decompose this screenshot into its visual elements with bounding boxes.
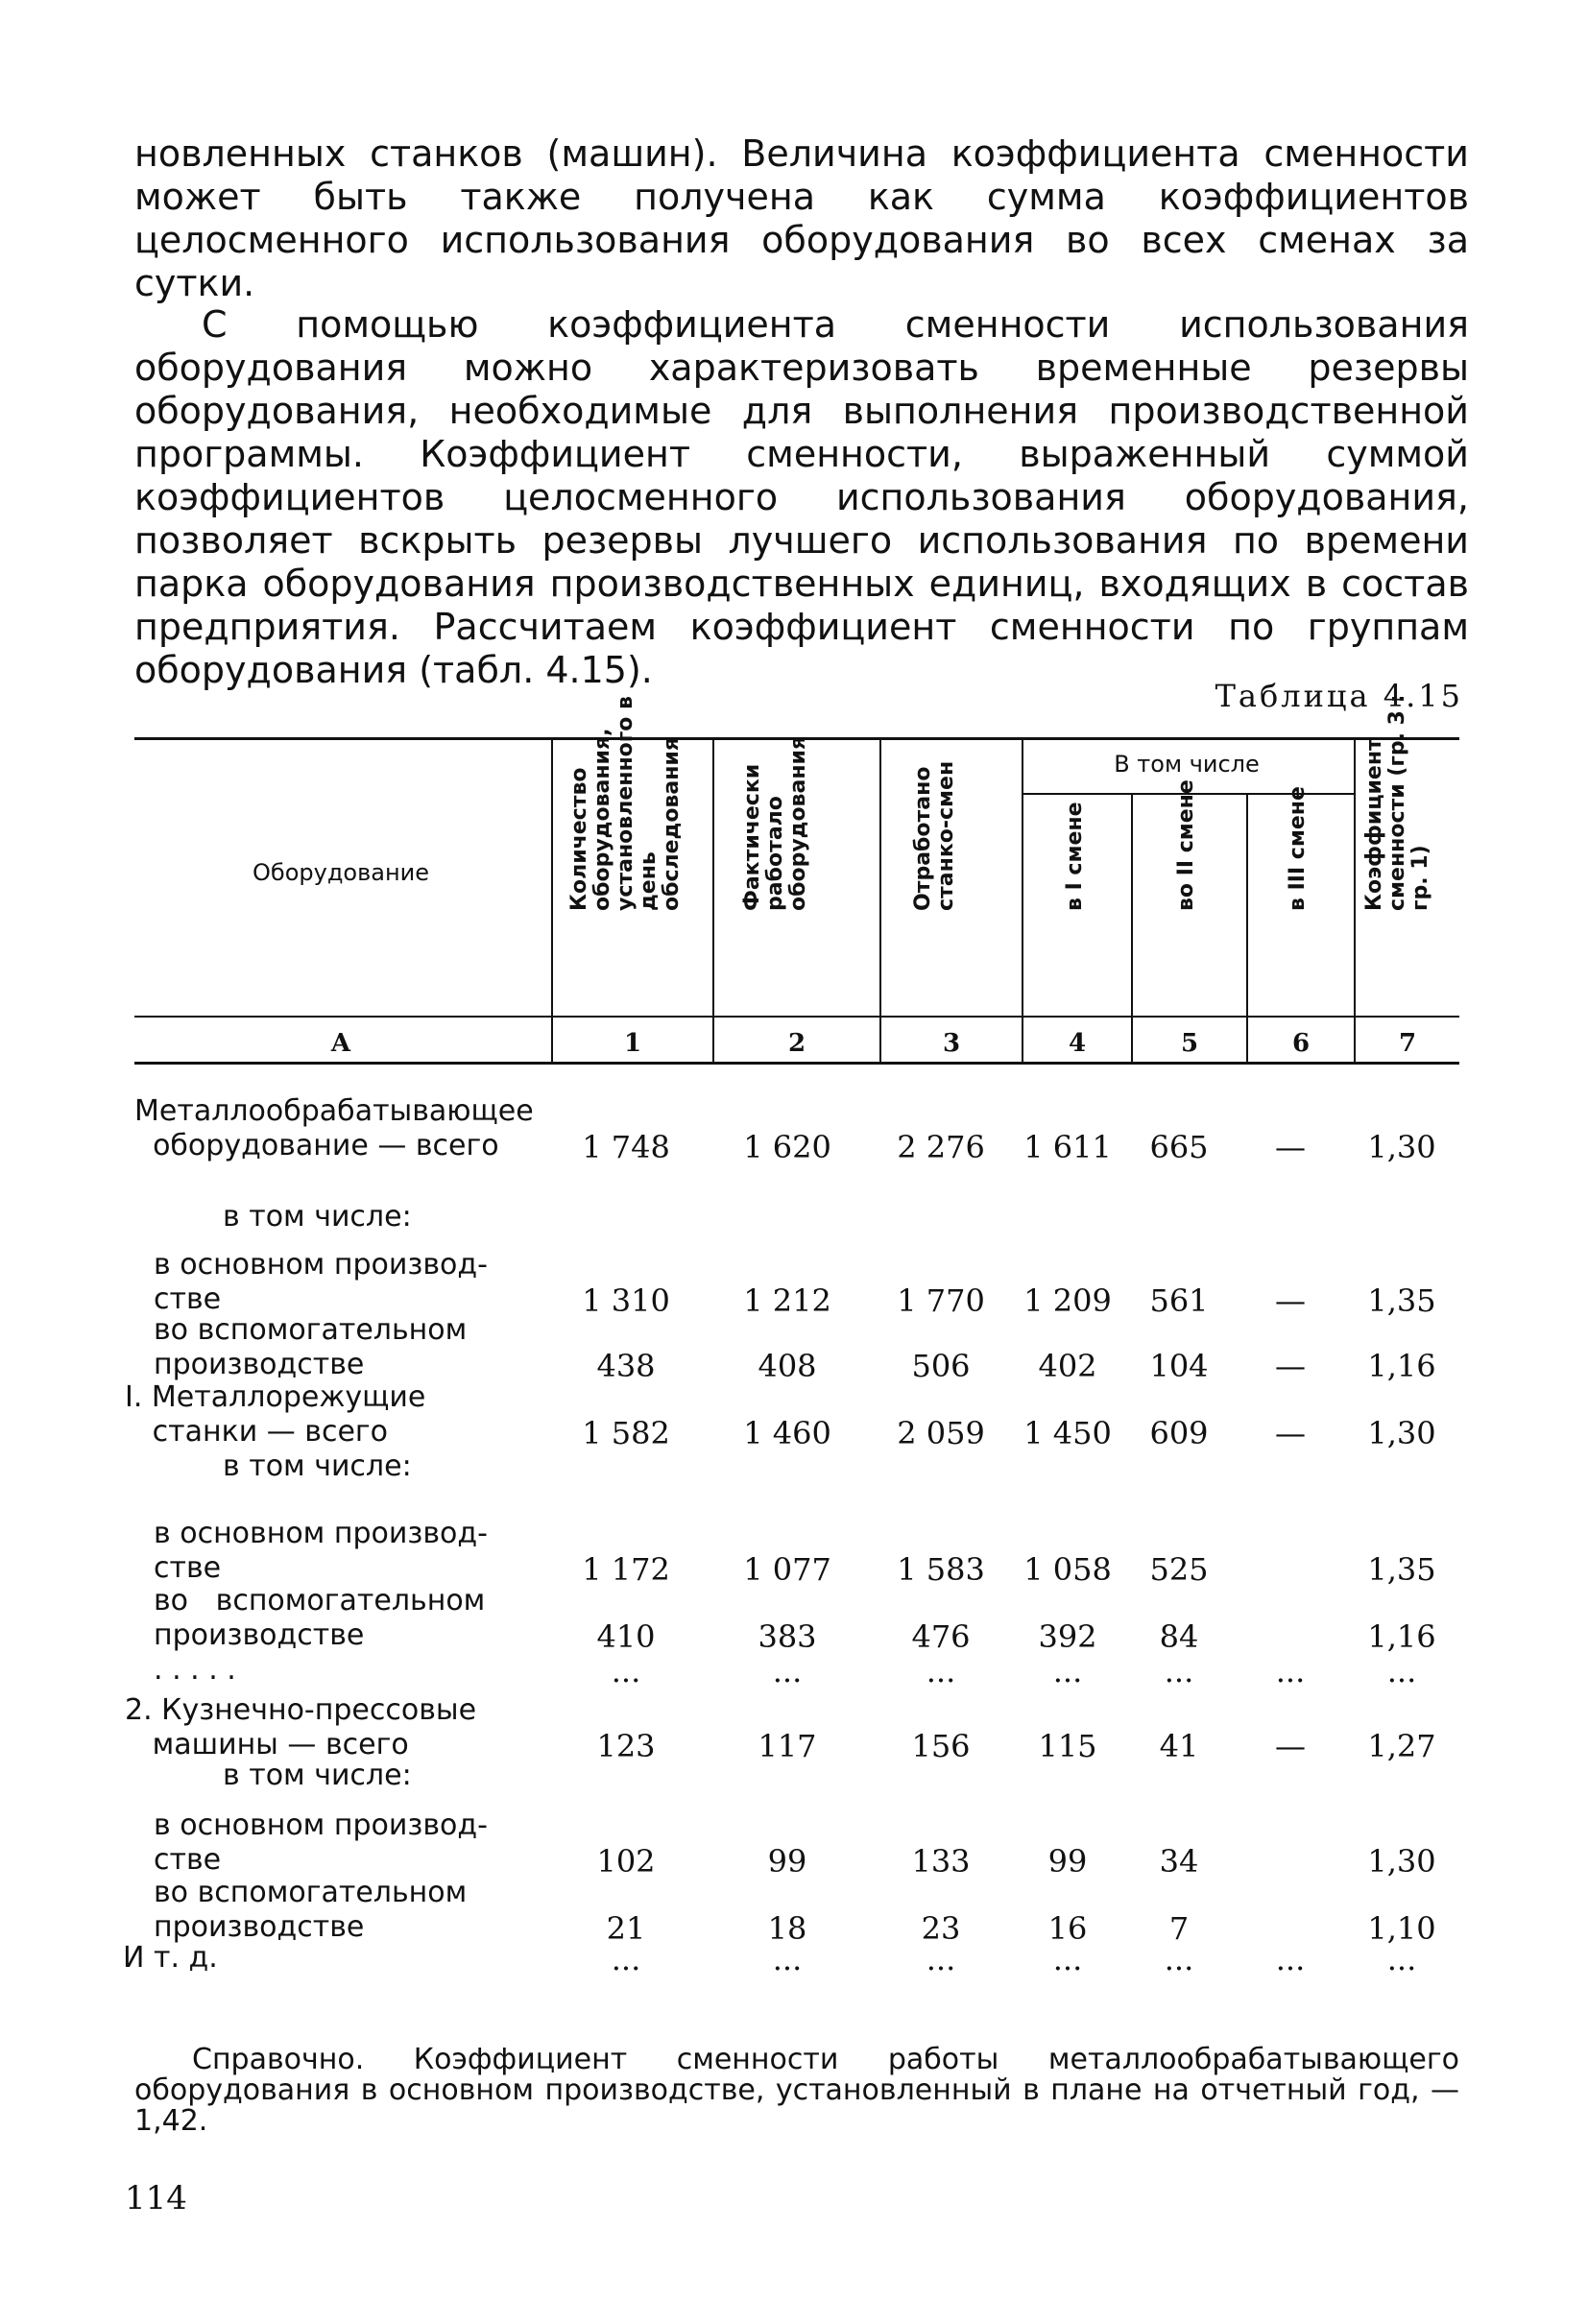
table-cell: 1,30: [1367, 1415, 1436, 1451]
table-cell: ...: [1386, 1653, 1417, 1689]
table-cell: 1,27: [1367, 1728, 1436, 1764]
col-divider: [1131, 793, 1133, 1062]
table-cell: 438: [596, 1348, 656, 1384]
table-cell: 1 460: [743, 1415, 831, 1451]
table-cell: ...: [1052, 1653, 1083, 1689]
row-label: И т. д.: [123, 1941, 218, 1975]
table-cell: ...: [1052, 1941, 1083, 1977]
paragraph-2: С помощью коэффициента сменности использования оборудования можно характеризовать временные резервы оборудования, необходимые для выполнения производственной программы. Коэффициент сменности, выраженный суммой коэффициентов целосменного использования оборудования, позволяет вскрыть резервы лучшего использования по времени парка оборудования производственных единиц, входящих в состав предприятия. Рассчитаем коэффициент сменности по группам оборудования (табл. 4.15).: [134, 303, 1469, 691]
row-label: в основном производ- стве: [154, 1248, 488, 1316]
header-col-5: во II смене: [1174, 779, 1198, 911]
colnum-3: 3: [942, 1029, 961, 1058]
row-label: Металлообрабатывающее оборудование — всего: [134, 1094, 534, 1162]
table-cell: 1 058: [1023, 1551, 1112, 1588]
row-label: 2. Кузнечно-прессовые машины — всего: [125, 1693, 477, 1761]
table-cell: 23: [921, 1910, 961, 1947]
table-cell: 1 077: [743, 1551, 831, 1588]
table-cell: 609: [1149, 1415, 1209, 1451]
table-cell: 1 582: [582, 1415, 670, 1451]
colnum-4: 4: [1068, 1029, 1087, 1058]
col-divider: [712, 739, 714, 1062]
header-group: В том числе: [1114, 751, 1260, 778]
table-cell: 117: [758, 1728, 817, 1764]
row-label: во вспомогательном производстве: [154, 1876, 468, 1944]
table-cell: ...: [1275, 1941, 1306, 1977]
table-cell: 1,35: [1367, 1282, 1436, 1319]
table-cell: ...: [1164, 1941, 1194, 1977]
table-cell: 7: [1168, 1910, 1190, 1947]
row-label: во вспомогательном производстве: [154, 1313, 468, 1381]
table-cell: 84: [1159, 1618, 1199, 1655]
colnum-2: 2: [787, 1029, 806, 1058]
table-cell: —: [1275, 1129, 1306, 1165]
table-cell: ...: [772, 1941, 803, 1977]
table-cell: 392: [1038, 1618, 1097, 1655]
header-col-3: Отработано станко-смен: [911, 760, 958, 911]
header-col-7: Коэффициент сменности (гр. 3 : гр. 1): [1362, 694, 1432, 911]
table-cell: 104: [1149, 1348, 1209, 1384]
col-divider: [1246, 793, 1248, 1062]
row-label: в основном производ- стве: [154, 1809, 488, 1877]
table-cell: 1 770: [897, 1282, 985, 1319]
table-cell: 1 450: [1023, 1415, 1112, 1451]
table-cell: 1,16: [1367, 1618, 1436, 1655]
header-col-6: в III смене: [1286, 786, 1310, 911]
table-cell: 1,30: [1367, 1843, 1436, 1880]
page-number: 114: [125, 2179, 187, 2217]
header-col-4: в I смене: [1063, 802, 1087, 911]
table-cell: ...: [611, 1653, 641, 1689]
table-cell: 18: [767, 1910, 807, 1947]
table-cell: 1 310: [582, 1282, 670, 1319]
table-cell: 41: [1159, 1728, 1199, 1764]
table-cell: 408: [758, 1348, 817, 1384]
table-cell: ...: [926, 1653, 956, 1689]
table-cell: —: [1275, 1348, 1306, 1384]
table-cell: 1 172: [582, 1551, 670, 1588]
table-cell: 115: [1038, 1728, 1097, 1764]
table-cell: 476: [911, 1618, 971, 1655]
header-col-2: Фактически работало оборудования: [740, 735, 810, 911]
table-cell: 21: [606, 1910, 646, 1947]
table-cell: 133: [911, 1843, 971, 1880]
table-cell: 1,30: [1367, 1129, 1436, 1165]
table-cell: 410: [596, 1618, 656, 1655]
row-label: . . . . .: [154, 1653, 236, 1687]
table-cell: ...: [611, 1941, 641, 1977]
table-cell: 1,35: [1367, 1551, 1436, 1588]
table-cell: 1 212: [743, 1282, 831, 1319]
col-divider: [1354, 739, 1356, 1062]
table-cell: 1 583: [897, 1551, 985, 1588]
table-cell: ...: [926, 1941, 956, 1977]
table-cell: ...: [1164, 1653, 1194, 1689]
colnum-1: 1: [623, 1029, 642, 1058]
col-divider: [879, 739, 881, 1062]
table-cell: 34: [1159, 1843, 1199, 1880]
footnote: Справочно. Коэффициент сменности работы металлообрабатывающего оборудования в основном производстве, установленный в плане на отчетный год, — 1,42.: [134, 2043, 1459, 2138]
table-cell: 561: [1149, 1282, 1209, 1319]
row-label: в том числе:: [223, 1759, 412, 1792]
col-divider: [1022, 739, 1023, 1062]
colnum-5: 5: [1180, 1029, 1199, 1058]
header-bottom-rule: [134, 1016, 1459, 1018]
table-cell: ...: [772, 1653, 803, 1689]
row-label: I. Металлорежущие станки — всего: [125, 1380, 426, 1449]
table-cell: 665: [1149, 1129, 1209, 1165]
header-equipment: Оборудование: [253, 859, 429, 886]
table-cell: 16: [1047, 1910, 1088, 1947]
table-cell: 525: [1149, 1551, 1209, 1588]
paragraph-1: новленных станков (машин). Величина коэффициента сменности может быть также получена как сумма коэффициентов целосменного использования оборудования во всех сменах за сутки.: [134, 132, 1469, 304]
table-cell: —: [1275, 1415, 1306, 1451]
col-divider: [551, 739, 553, 1062]
colnum-bottom-rule: [134, 1062, 1459, 1065]
table-cell: 99: [767, 1843, 807, 1880]
table-cell: 156: [911, 1728, 971, 1764]
table-cell: 2 059: [897, 1415, 985, 1451]
table-cell: 1,16: [1367, 1348, 1436, 1384]
table-caption: Таблица 4.15: [1215, 678, 1463, 714]
colnum-6: 6: [1291, 1029, 1311, 1058]
colnum-a: А: [330, 1029, 351, 1058]
table-cell: 1 209: [1023, 1282, 1112, 1319]
table-cell: —: [1275, 1282, 1306, 1319]
table-cell: 383: [758, 1618, 817, 1655]
table-cell: ...: [1275, 1653, 1306, 1689]
row-label: во вспомогательном производстве: [154, 1584, 486, 1652]
table-cell: 1,10: [1367, 1910, 1436, 1947]
header-col-1: Количество оборудования, установленного в день обследования: [567, 696, 684, 911]
table-cell: 1 611: [1023, 1129, 1112, 1165]
table-cell: 123: [596, 1728, 656, 1764]
row-label: в том числе:: [223, 1450, 412, 1483]
table-cell: 1 748: [582, 1129, 670, 1165]
table-cell: 2 276: [897, 1129, 985, 1165]
table-cell: 102: [596, 1843, 656, 1880]
table-cell: ...: [1386, 1941, 1417, 1977]
row-label: в основном производ- стве: [154, 1517, 488, 1585]
table-cell: 506: [911, 1348, 971, 1384]
table-cell: 402: [1038, 1348, 1097, 1384]
row-label: в том числе:: [223, 1200, 412, 1234]
table-cell: —: [1275, 1728, 1306, 1764]
colnum-7: 7: [1398, 1029, 1417, 1058]
table-cell: 99: [1047, 1843, 1088, 1880]
table-cell: 1 620: [743, 1129, 831, 1165]
